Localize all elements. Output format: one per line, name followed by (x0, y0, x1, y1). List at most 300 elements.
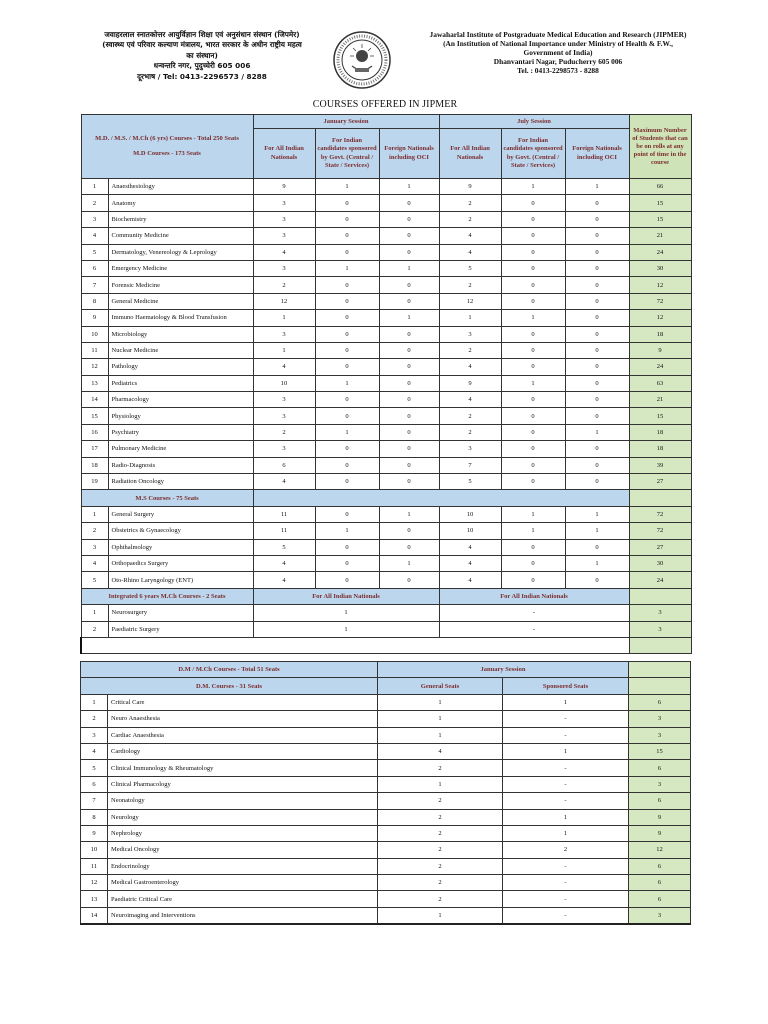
table-row (81, 342, 691, 358)
seat-count: 0 (501, 228, 565, 244)
max-students-value: 3 (629, 621, 691, 637)
seat-count: 0 (565, 441, 629, 457)
seat-count: 4 (439, 244, 501, 260)
seat-count: 1 (501, 179, 565, 195)
seat-count: 6 (253, 457, 315, 473)
serial-number: 2 (81, 523, 108, 539)
max-students-value: 15 (629, 408, 691, 424)
max-students-value: 30 (629, 555, 691, 571)
seat-count: 2 (253, 277, 315, 293)
serial-number: 13 (81, 891, 108, 907)
md-seats-heading: M.D Courses - 173 Seats (133, 150, 201, 157)
course-name: Psychiatry (108, 424, 253, 440)
seat-count: 0 (315, 441, 379, 457)
general-seat-count: 2 (378, 858, 503, 874)
max-students-value: 24 (629, 359, 691, 375)
table-row (81, 310, 691, 326)
serial-number: 1 (81, 694, 108, 710)
integrated-july-header: For All Indian Nationals (439, 588, 629, 604)
serial-number: 5 (81, 572, 108, 588)
table-row (81, 474, 691, 490)
seat-count: 0 (501, 326, 565, 342)
general-seat-count: 2 (378, 793, 503, 809)
table-row (81, 727, 691, 743)
seat-count: 0 (315, 310, 379, 326)
ms-section-header: M.S Courses - 75 Seats (81, 490, 253, 506)
serial-number: 2 (81, 711, 108, 727)
seat-count: 0 (565, 326, 629, 342)
seat-count: 12 (439, 293, 501, 309)
seat-count: 9 (253, 179, 315, 195)
course-name: Dermatology, Venereology & Leprology (108, 244, 253, 260)
seat-count: 4 (439, 359, 501, 375)
subcol-header: Foreign Nationals including OCI (379, 129, 439, 179)
seat-count: 1 (565, 179, 629, 195)
table-row (81, 424, 691, 440)
max-students-value: 3 (629, 907, 691, 924)
seat-count: 3 (253, 408, 315, 424)
seat-count: 0 (501, 457, 565, 473)
table-row (81, 326, 691, 342)
sponsored-seat-count: - (503, 875, 629, 891)
course-total-heading: M.D. / M.S. / M.Ch (6 yrs) Courses - Total 250 Seats (95, 134, 239, 142)
course-name: Critical Care (108, 694, 378, 710)
seat-count: 5 (253, 539, 315, 555)
seat-count: 4 (253, 359, 315, 375)
seat-count: 1 (501, 506, 565, 522)
seat-count: 0 (379, 228, 439, 244)
max-students-value: 18 (629, 326, 691, 342)
seat-count: 3 (253, 228, 315, 244)
general-seat-count: 2 (378, 809, 503, 825)
page-title: COURSES OFFERED IN JIPMER (312, 99, 458, 110)
courses-table-dm-mch (80, 661, 691, 925)
seat-count: 1 (565, 523, 629, 539)
seat-count: 2 (439, 342, 501, 358)
max-students-value: 15 (629, 743, 691, 759)
seat-count: 1 (565, 555, 629, 571)
seat-count: 1 (565, 424, 629, 440)
table-row (81, 875, 691, 891)
seat-count: 10 (439, 523, 501, 539)
serial-number: 3 (81, 211, 108, 227)
course-name: Paediatric Critical Care (108, 891, 378, 907)
course-name: General Medicine (108, 293, 253, 309)
general-seat-count: 1 (378, 727, 503, 743)
table-row (81, 858, 691, 874)
seat-count: 0 (379, 441, 439, 457)
seat-count: 0 (315, 359, 379, 375)
max-students-value: 15 (629, 211, 691, 227)
seat-count: 1 (565, 506, 629, 522)
seat-count: 0 (315, 277, 379, 293)
seat-count: 2 (253, 424, 315, 440)
seat-count: 0 (565, 408, 629, 424)
table-row (81, 195, 691, 211)
table-row (81, 392, 691, 408)
english-line: Dhanvantari Nagar, Puducherry 605 006 (493, 57, 623, 66)
hindi-line: जवाहरलाल स्नातकोत्तर आयुर्विज्ञान शिक्षा एवं अनुसंधान संस्थान (जिपमेर) (104, 30, 300, 39)
seat-count: 0 (315, 408, 379, 424)
table-row (81, 793, 691, 809)
seat-count: 1 (379, 506, 439, 522)
seat-count: 0 (315, 228, 379, 244)
seat-count: 0 (379, 211, 439, 227)
seat-count: 3 (253, 195, 315, 211)
course-name: Neuro Anaesthesia (108, 711, 378, 727)
integrated-january-header: For All Indian Nationals (253, 588, 439, 604)
seat-count: 0 (565, 539, 629, 555)
seat-count: 0 (501, 474, 565, 490)
max-students-header: Maximum Number of Students that can be on rolls at any point of time in the course (629, 115, 691, 179)
english-line: (An Institution of National Importance under Ministry of Health & F.W., (443, 39, 673, 48)
institute-name-hindi (84, 30, 320, 82)
table-row (81, 842, 691, 858)
institute-name-english (408, 30, 708, 75)
seat-count: 3 (439, 441, 501, 457)
course-name: Medical Gastroenterology (108, 875, 378, 891)
seat-count: 2 (439, 408, 501, 424)
serial-number: 6 (81, 260, 108, 276)
serial-number: 13 (81, 375, 108, 391)
seat-count: 3 (253, 211, 315, 227)
serial-number: 7 (81, 277, 108, 293)
seat-count: 1 (253, 605, 439, 621)
seat-count: 0 (315, 342, 379, 358)
course-name: Radiation Oncology (108, 474, 253, 490)
seat-count: 3 (253, 441, 315, 457)
course-name: Neuroimaging and Interventions (108, 907, 378, 924)
seat-count: - (439, 605, 629, 621)
seat-count: 0 (565, 392, 629, 408)
serial-number: 4 (81, 743, 108, 759)
seat-count: 1 (315, 375, 379, 391)
sponsored-seat-count: - (503, 907, 629, 924)
seat-count: 10 (439, 506, 501, 522)
general-seat-count: 1 (378, 711, 503, 727)
sponsored-seat-count: - (503, 891, 629, 907)
general-seat-count: 2 (378, 842, 503, 858)
max-students-value: 21 (629, 228, 691, 244)
subcol-header: For Indian candidates sponsored by Govt. (Central / State / Services) (315, 129, 379, 179)
seat-count: 0 (565, 457, 629, 473)
max-students-value: 6 (629, 875, 691, 891)
seat-count: 1 (501, 523, 565, 539)
seat-count: 0 (501, 408, 565, 424)
seat-count: 0 (565, 195, 629, 211)
seat-count: 0 (379, 457, 439, 473)
seat-count: 3 (439, 326, 501, 342)
seat-count: 0 (565, 228, 629, 244)
seat-count: 0 (315, 244, 379, 260)
general-seat-count: 2 (378, 891, 503, 907)
serial-number: 3 (81, 539, 108, 555)
max-students-value: 12 (629, 277, 691, 293)
seat-count: 5 (439, 260, 501, 276)
md-ms-header-cell (81, 115, 253, 179)
course-name: Endocrinology (108, 858, 378, 874)
serial-number: 11 (81, 858, 108, 874)
sponsored-seat-count: - (503, 711, 629, 727)
serial-number: 18 (81, 457, 108, 473)
max-students-value: 21 (629, 392, 691, 408)
serial-number: 16 (81, 424, 108, 440)
seat-count: 0 (315, 392, 379, 408)
course-name: Medical Oncology (108, 842, 378, 858)
seat-count: 9 (439, 375, 501, 391)
seat-count: 0 (501, 293, 565, 309)
sponsored-seat-count: - (503, 727, 629, 743)
seat-count: 1 (379, 179, 439, 195)
table-row (81, 277, 691, 293)
seat-count: 0 (315, 293, 379, 309)
general-seat-count: 1 (378, 776, 503, 792)
seat-count: 0 (379, 408, 439, 424)
serial-number: 1 (81, 605, 108, 621)
course-name: Pulmonary Medicine (108, 441, 253, 457)
dm-courses-header: D.M. Courses - 31 Seats (81, 678, 378, 694)
table-row (81, 408, 691, 424)
table-row (81, 621, 691, 637)
seat-count: 0 (565, 211, 629, 227)
seat-count: 0 (501, 211, 565, 227)
seat-count: 0 (315, 506, 379, 522)
seat-count: 1 (253, 310, 315, 326)
course-name: Obstetrics & Gynaecology (108, 523, 253, 539)
seat-count: 0 (501, 572, 565, 588)
institute-logo (332, 30, 392, 90)
seat-count: 0 (379, 375, 439, 391)
seat-count: 11 (253, 523, 315, 539)
max-students-value: 66 (629, 179, 691, 195)
seat-count: 1 (501, 310, 565, 326)
seat-count: 1 (253, 342, 315, 358)
table-row (81, 506, 691, 522)
seat-count: 9 (439, 179, 501, 195)
table-row (81, 260, 691, 276)
table-row (81, 809, 691, 825)
table-row (81, 907, 691, 924)
seat-count: 0 (379, 359, 439, 375)
seat-count: 2 (439, 211, 501, 227)
max-students-value: 30 (629, 260, 691, 276)
course-name: Clinical Immunology & Rheumatology (108, 760, 378, 776)
table-row (81, 539, 691, 555)
table-row (81, 743, 691, 759)
course-name: Pharmacology (108, 392, 253, 408)
subcol-header: For All Indian Nationals (439, 129, 501, 179)
seat-count: 1 (315, 424, 379, 440)
max-students-value: 18 (629, 441, 691, 457)
course-name: Orthopaedics Surgery (108, 555, 253, 571)
seat-count: 0 (379, 392, 439, 408)
seat-count: 4 (439, 572, 501, 588)
dm-total-header: D.M / M.Ch Courses - Total 51 Seats (81, 662, 378, 678)
seat-count: 1 (253, 621, 439, 637)
seat-count: 1 (379, 555, 439, 571)
seat-count: 5 (439, 474, 501, 490)
hindi-line: (स्वास्थ्य एवं परिवार कल्याण मंत्रालय, भारत सरकार के अधीन राष्ट्रीय महत्व (102, 40, 302, 50)
seat-count: 1 (439, 310, 501, 326)
seat-count: 0 (565, 293, 629, 309)
course-name: Forensic Medicine (108, 277, 253, 293)
max-students-value: 63 (629, 375, 691, 391)
serial-number: 10 (81, 326, 108, 342)
sponsored-seat-count: 1 (503, 825, 629, 841)
sponsored-seat-count: 1 (503, 743, 629, 759)
seat-count: 0 (565, 342, 629, 358)
max-students-value: 27 (629, 539, 691, 555)
course-name: General Surgery (108, 506, 253, 522)
serial-number: 1 (81, 506, 108, 522)
seat-count: 3 (253, 326, 315, 342)
seat-count: 0 (379, 424, 439, 440)
seat-count: 1 (379, 310, 439, 326)
seat-count: 2 (439, 277, 501, 293)
seat-count: 0 (565, 359, 629, 375)
course-name: Emergency Medicine (108, 260, 253, 276)
course-name: Neurology (108, 809, 378, 825)
seat-count: 0 (501, 555, 565, 571)
seat-count: 0 (565, 244, 629, 260)
course-name: Microbiology (108, 326, 253, 342)
course-name: Neurosurgery (108, 605, 253, 621)
seat-count: 0 (501, 392, 565, 408)
seat-count: 0 (379, 326, 439, 342)
courses-table-md-ms (80, 114, 692, 654)
course-name: Neonatology (108, 793, 378, 809)
max-students-value: 9 (629, 825, 691, 841)
course-name: Physiology (108, 408, 253, 424)
table-row (81, 523, 691, 539)
seat-count: 0 (315, 555, 379, 571)
course-name: Community Medicine (108, 228, 253, 244)
table-row (81, 760, 691, 776)
serial-number: 14 (81, 907, 108, 924)
course-name: Anatomy (108, 195, 253, 211)
seat-count: 0 (379, 293, 439, 309)
serial-number: 1 (81, 179, 108, 195)
sponsored-seat-count: 2 (503, 842, 629, 858)
seat-count: 4 (439, 392, 501, 408)
serial-number: 2 (81, 621, 108, 637)
serial-number: 5 (81, 244, 108, 260)
max-students-value: 12 (629, 310, 691, 326)
table-row (81, 293, 691, 309)
serial-number: 9 (81, 825, 108, 841)
seat-count: 1 (501, 375, 565, 391)
seat-count: 2 (439, 424, 501, 440)
seat-count: 0 (565, 572, 629, 588)
table-row (81, 572, 691, 588)
serial-number: 12 (81, 359, 108, 375)
course-name: Immuno Haematology & Blood Transfusion (108, 310, 253, 326)
seat-count: 3 (253, 392, 315, 408)
max-students-value: 72 (629, 293, 691, 309)
max-students-value: 72 (629, 506, 691, 522)
table-row (81, 605, 691, 621)
seat-count: 0 (501, 342, 565, 358)
table-row (81, 179, 691, 195)
seat-count: 0 (379, 523, 439, 539)
seat-count: 1 (315, 523, 379, 539)
subcol-header: For All Indian Nationals (253, 129, 315, 179)
course-name: Nuclear Medicine (108, 342, 253, 358)
seat-count: 0 (315, 457, 379, 473)
hindi-line: धन्वन्तरि नगर, पुदुच्चेरी 605 006 (153, 61, 251, 71)
sponsored-seats-header: Sponsored Seats (503, 678, 629, 694)
seat-count: 0 (565, 375, 629, 391)
serial-number: 8 (81, 293, 108, 309)
course-name: Biochemistry (108, 211, 253, 227)
general-seat-count: 2 (378, 825, 503, 841)
seat-count: 0 (565, 277, 629, 293)
serial-number: 6 (81, 776, 108, 792)
seat-count: 0 (379, 277, 439, 293)
january-session-header: January Session (253, 115, 439, 129)
serial-number: 8 (81, 809, 108, 825)
seat-count: 0 (379, 572, 439, 588)
seat-count: 10 (253, 375, 315, 391)
seat-count: 0 (501, 539, 565, 555)
max-students-value: 18 (629, 424, 691, 440)
table-row (81, 694, 691, 710)
table-row (81, 211, 691, 227)
course-name: Radio-Diagnosis (108, 457, 253, 473)
serial-number: 14 (81, 392, 108, 408)
seat-count: 0 (501, 441, 565, 457)
max-students-value: 6 (629, 760, 691, 776)
table-row (81, 776, 691, 792)
table-row (81, 825, 691, 841)
seat-count: 0 (379, 244, 439, 260)
serial-number: 5 (81, 760, 108, 776)
hindi-line: दूरभाष / Tel: 0413-2296573 / 8288 (137, 71, 267, 81)
general-seats-header: General Seats (378, 678, 503, 694)
max-students-value: 12 (629, 842, 691, 858)
general-seat-count: 1 (378, 694, 503, 710)
course-name: Oto-Rhino Laryngology (ENT) (108, 572, 253, 588)
seat-count: 0 (501, 277, 565, 293)
sponsored-seat-count: 1 (503, 809, 629, 825)
serial-number: 15 (81, 408, 108, 424)
course-name: Anaesthesiology (108, 179, 253, 195)
course-name: Clinical Pharmacology (108, 776, 378, 792)
seat-count: 0 (501, 244, 565, 260)
seat-count: 2 (439, 195, 501, 211)
serial-number: 7 (81, 793, 108, 809)
course-name: Pediatrics (108, 375, 253, 391)
seat-count: 0 (315, 211, 379, 227)
general-seat-count: 4 (378, 743, 503, 759)
seat-count: 11 (253, 506, 315, 522)
sponsored-seat-count: 1 (503, 694, 629, 710)
serial-number: 11 (81, 342, 108, 358)
max-students-value: 9 (629, 809, 691, 825)
serial-number: 19 (81, 474, 108, 490)
course-name: Cardiology (108, 743, 378, 759)
seat-count: 3 (253, 260, 315, 276)
serial-number: 2 (81, 195, 108, 211)
serial-number: 4 (81, 228, 108, 244)
serial-number: 12 (81, 875, 108, 891)
general-seat-count: 2 (378, 875, 503, 891)
table-row (81, 711, 691, 727)
max-students-value: 24 (629, 572, 691, 588)
july-session-header: July Session (439, 115, 629, 129)
sponsored-seat-count: - (503, 776, 629, 792)
max-students-value: 24 (629, 244, 691, 260)
